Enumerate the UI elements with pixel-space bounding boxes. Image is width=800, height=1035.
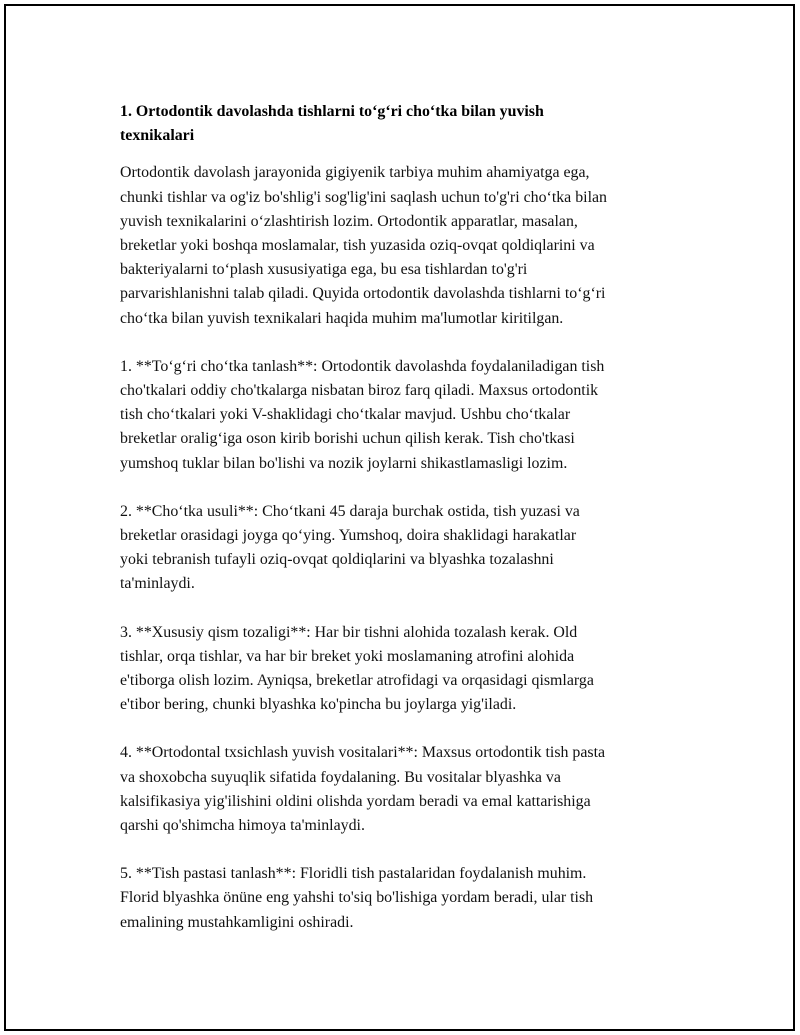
intro-paragraph: Ortodontik davolash jarayonida gigiyenik tarbiya muhim ahamiyatga ega, chunki tishlar va og'iz bo'shlig'i sog'lig'ini saqlash uchun to'g'ri cho‘tka bilan yuvish texnikalarini o‘zlashtirish lozim. Ortodontik apparatlar, masalan, breketlar yoki boshqa moslamalar, tish yuzasida oziq-ovqat qoldiqlarini va bakteriyalarni to‘plash xususiyatiga ega, bu esa tishlardan to'g'ri parvarishlanishni talab qiladi. Quyida ortodontik davolashda tishlarni to‘g‘ri cho‘tka bilan yuvish texnikalari haqida muhim ma'lumotlar kiritilgan. — [120, 164, 607, 327]
list-item-toothpaste-choice: 5. **Tish pastasi tanlash**: Floridli tish pastalaridan foydalanish muhim. Florid blyashka önüne eng yahshi to'siq bo'lishiga yordam beradi, ular tish emalining mustahkamligini oshiradi. — [120, 865, 594, 931]
document-body — [120, 100, 680, 935]
list-item-individual-cleaning: 3. **Xususiy qism tozaligi**: Har bir tishni alohida tozalash kerak. Old tishlar, orqa tishlar, va har bir breket yoki moslamaning atrofini alohida e'tiborga olish lozim. Ayniqsa, breketlar atrofidagi va orqasidagi qismlarga e'tibor bering, chunki blyashka ko'pincha bu joylarga yig'iladi. — [120, 623, 594, 714]
list-item-cleaning-products: 4. **Ortodontal txsichlash yuvish vositalari**: Maxsus ortodontik tish pasta va shoxobcha suyuqlik sifatida foydalaning. Bu vositalar blyashka va kalsifikasiya yig'ilishini oldini olishda yordam beradi va emal kattarishiga qarshi qo'shimcha himoya ta'minlaydi. — [120, 744, 606, 835]
list-item-brushing-method: 2. **Cho‘tka usuli**: Cho‘tkani 45 daraja burchak ostida, tish yuzasi va breketlar orasidagi joyga qo‘ying. Yumshoq, doira shaklidagi harakatlar yoki tebranish tufayli oziq-ovqat qoldiqlarini va blyashka tozalashni ta'minlaydi. — [120, 502, 580, 593]
document-page — [4, 4, 795, 1031]
list-item-choosing-brush: 1. **To‘g‘ri cho‘tka tanlash**: Ortodontik davolashda foydalaniladigan tish cho'tkalari oddiy cho'tkalarga nisbatan biroz farq qiladi. Maxsus ortodontik tish cho‘tkalari yoki V-shaklidagi cho‘tkalar mavjud. Ushbu cho‘tkalar breketlar oralig‘iga oson kirib borishi uchun qilish kerak. Tish cho'tkasi yumshoq tuklar bilan bo'lishi va nozik joylarni shikastlamasligi lozim. — [120, 357, 605, 472]
section-heading: 1. Ortodontik davolashda tishlarni to‘g‘ri cho‘tka bilan yuvish texnikalari — [120, 103, 544, 145]
